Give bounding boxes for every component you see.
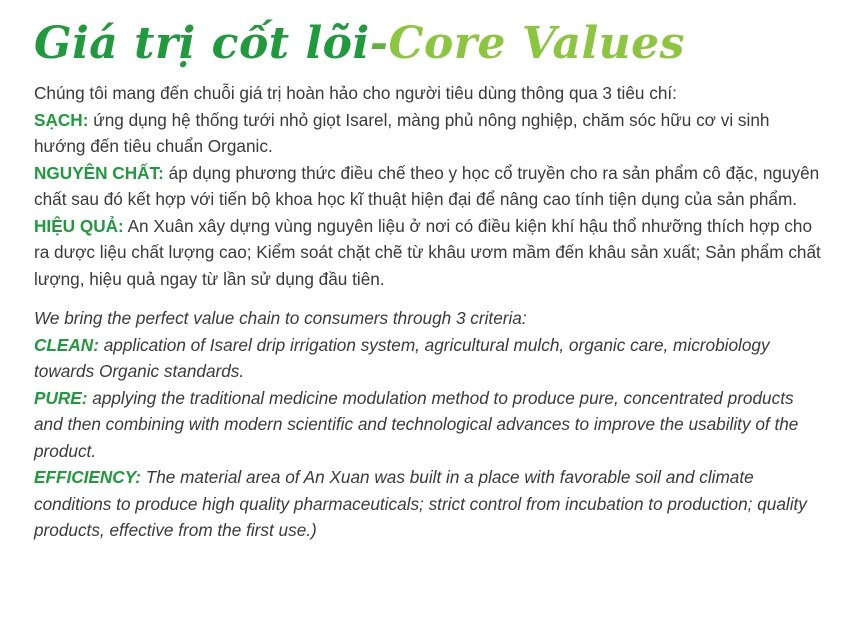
criterion-text: An Xuân xây dựng vùng nguyên liệu ở nơi có điều kiện khí hậu thổ nhưỡng thích hợp cho ra dược liệu chất lượng cao; Kiểm soát chặt chẽ từ khâu ươm mầm đến khâu sản xuất; Sản phẩm chất lượng, hiệu quả ngay từ lần sử dụng đầu tiên. — [34, 215, 821, 289]
criterion-clean-vi — [34, 107, 821, 160]
criterion-text: applying the traditional medicine modulation method to produce pure, concentrated products and then combining with modern scientific and technological advances to improve the usability of the product. — [34, 387, 799, 461]
criterion-label: EFFICIENCY: — [34, 467, 141, 487]
vietnamese-section — [34, 80, 821, 292]
criterion-label: NGUYÊN CHẤT: — [34, 162, 164, 183]
criterion-text: application of Isarel drip irrigation system, agricultural mulch, organic care, microbiology towards Organic standards. — [34, 334, 770, 381]
criterion-clean-en — [34, 332, 821, 385]
vietnamese-intro: Chúng tôi mang đến chuỗi giá trị hoàn hảo cho người tiêu dùng thông qua 3 tiêu chí: — [34, 83, 677, 103]
english-section — [34, 305, 821, 544]
page-title — [34, 14, 821, 72]
title-separator: - — [369, 17, 389, 69]
criterion-pure-en — [34, 385, 821, 465]
criterion-text: The material area of An Xuan was built in a place with favorable soil and climate conditions to produce high quality pharmaceuticals; strict control from incubation to production; quality products, effective from the first use.) — [34, 467, 807, 540]
criterion-pure-vi — [34, 160, 821, 213]
criterion-efficiency-vi — [34, 213, 821, 293]
title-english: Core Values — [388, 17, 685, 69]
criterion-efficiency-en — [34, 464, 821, 544]
criterion-label: SẠCH: — [34, 109, 89, 130]
criterion-label: CLEAN: — [34, 334, 99, 355]
criterion-text: áp dụng phương thức điều chế theo y học cổ truyền cho ra sản phẩm cô đặc, nguyên chất sau đó kết hợp với tiến bộ khoa học kĩ thuật hiện đại để nâng cao tính tiện dụng của sản phẩm. — [34, 162, 820, 209]
criterion-text: ứng dụng hệ thống tưới nhỏ giọt Isarel, màng phủ nông nghiệp, chăm sóc hữu cơ vi sinh hướng đến tiêu chuẩn Organic. — [34, 109, 770, 156]
title-vietnamese: Giá trị cốt lõi — [34, 17, 370, 69]
criterion-label: PURE: — [34, 387, 88, 408]
criterion-label: HIỆU QUẢ: — [34, 215, 124, 236]
english-intro: We bring the perfect value chain to consumers through 3 criteria: — [34, 308, 527, 328]
